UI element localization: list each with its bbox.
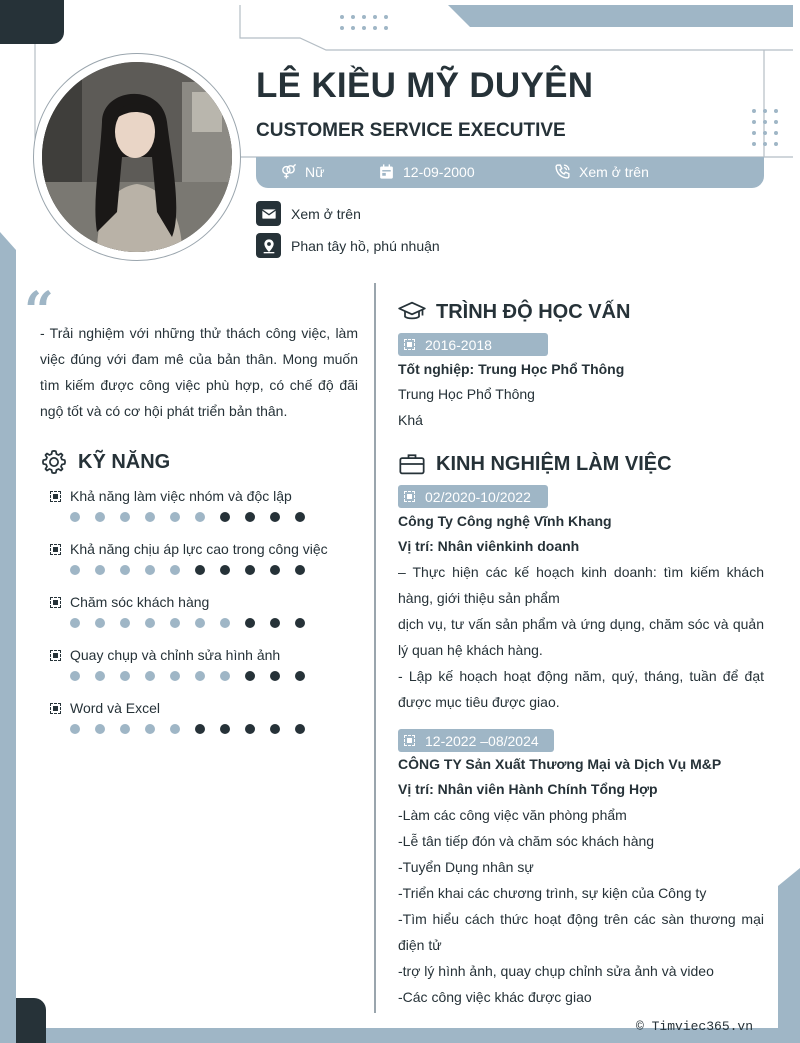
job-description-line: -Làm các công việc văn phòng phẩm [398, 807, 627, 823]
rating-dot [145, 671, 155, 681]
gender-icon [280, 163, 297, 180]
job-description-line: dịch vụ, tư vấn sản phẩm và ứng dụng, chăm sóc và quản lý quan hệ khách hàng. [398, 616, 764, 658]
rating-dot [120, 724, 130, 734]
skills-title: KỸ NĂNG [78, 450, 171, 473]
rating-dot [70, 671, 80, 681]
phone-value: Xem ở trên [579, 163, 649, 180]
rating-dot [295, 618, 305, 628]
skills-heading [40, 448, 170, 476]
left-accent-strip [0, 232, 16, 1043]
rating-dot [220, 724, 230, 734]
rating-dot [170, 512, 180, 522]
skill-name: Chăm sóc khách hàng [70, 594, 210, 610]
rating-dot [95, 724, 105, 734]
job-description-line: -Triển khai các chương trình, sự kiện của Công ty [398, 885, 707, 901]
rating-dot [220, 512, 230, 522]
rating-dot [120, 671, 130, 681]
column-divider [374, 283, 376, 1013]
rating-dot [270, 671, 280, 681]
rating-dot [70, 724, 80, 734]
rating-dot [270, 512, 280, 522]
gender-value: Nữ [305, 163, 325, 180]
skill-name-row [50, 645, 350, 665]
rating-dot [270, 618, 280, 628]
full-name: LÊ KIỀU MỸ DUYÊN [256, 66, 594, 105]
rating-dot [120, 565, 130, 575]
rating-dot [70, 618, 80, 628]
gear-icon [40, 448, 68, 476]
calendar-icon [378, 163, 395, 180]
rating-dot [145, 512, 155, 522]
job-period [398, 729, 554, 752]
square-bullet-icon [50, 544, 61, 555]
rating-dot [195, 671, 205, 681]
job-period [398, 485, 548, 508]
rating-dot [95, 618, 105, 628]
location-pin-icon [256, 233, 281, 258]
rating-dot [170, 724, 180, 734]
email-value: Xem ở trên [291, 205, 361, 222]
square-bullet-icon [50, 650, 61, 661]
skill-item [50, 592, 350, 628]
experience-title: KINH NGHIỆM LÀM VIỆC [436, 452, 672, 475]
job-company: Công Ty Công nghệ Vĩnh Khang [398, 513, 612, 529]
rating-dot [270, 565, 280, 575]
rating-dot [120, 512, 130, 522]
job-company: CÔNG TY Sản Xuất Thương Mại và Dịch Vụ M&P [398, 756, 722, 772]
skill-item [50, 539, 350, 575]
square-bullet-icon [404, 491, 415, 502]
rating-dot [95, 565, 105, 575]
rating-dot [145, 565, 155, 575]
rating-dot [245, 618, 255, 628]
job-description-line: - Lập kế hoạch hoạt động năm, quý, tháng, tuần để đạt được mục tiêu được giao. [398, 668, 764, 710]
education-degree: Tốt nghiệp: Trung Học Phổ Thông [398, 361, 625, 377]
email-row [256, 201, 361, 226]
skill-name: Khả năng chịu áp lực cao trong công việc [70, 541, 328, 557]
rating-dot [295, 512, 305, 522]
skill-name-row [50, 486, 350, 506]
rating-dot [220, 671, 230, 681]
rating-dot [245, 671, 255, 681]
phone-icon [554, 163, 571, 180]
rating-dot [195, 618, 205, 628]
job-period-text: 02/2020-10/2022 [425, 488, 531, 505]
job-position: Vị trí: Nhân viênkinh doanh [398, 538, 580, 554]
education-period-text: 2016-2018 [425, 336, 492, 353]
job-period-text: 12-2022 –08/2024 [425, 732, 539, 749]
address-value: Phan tây hồ, phú nhuận [291, 237, 440, 254]
rating-dot [145, 724, 155, 734]
gender-info [280, 163, 324, 180]
rating-dot [95, 512, 105, 522]
rating-dot [245, 565, 255, 575]
job-title: CUSTOMER SERVICE EXECUTIVE [256, 120, 566, 141]
rating-dot [95, 671, 105, 681]
birthday-value: 12-09-2000 [403, 163, 475, 180]
skill-name-row [50, 698, 350, 718]
rating-dot [270, 724, 280, 734]
envelope-icon [256, 201, 281, 226]
briefcase-icon [398, 450, 426, 478]
skill-rating [50, 618, 350, 628]
right-accent-strip [778, 868, 800, 1043]
dot-grid-decoration [752, 109, 778, 146]
skill-name-row [50, 539, 350, 559]
rating-dot [70, 565, 80, 575]
square-bullet-icon [50, 597, 61, 608]
rating-dot [145, 618, 155, 628]
rating-dot [245, 724, 255, 734]
dot-grid-decoration [340, 15, 388, 30]
job-description-line: – Thực hiện các kế hoạch kinh doanh: tìm kiếm khách hàng, giới thiệu sản phẩm [398, 564, 764, 606]
skill-item [50, 645, 350, 681]
address-row [256, 233, 440, 258]
rating-dot [120, 618, 130, 628]
job-position: Vị trí: Nhân viên Hành Chính Tổng Hợp [398, 781, 658, 797]
square-bullet-icon [50, 703, 61, 714]
rating-dot [70, 512, 80, 522]
job-description-line: -trợ lý hình ảnh, quay chụp chỉnh sửa ảnh và video [398, 963, 714, 979]
skill-name: Word và Excel [70, 700, 160, 716]
rating-dot [295, 724, 305, 734]
skill-item [50, 486, 350, 522]
career-objective: - Trải nghiệm với những thử thách công việc, làm việc đúng với đam mê của bản thân. Mong muốn tìm kiếm được công việc phù hợp, có chế độ đãi ngộ tốt và có cơ hội phát triển bản thân. [40, 325, 358, 419]
education-period [398, 333, 548, 356]
experience-heading [398, 450, 672, 478]
rating-dot [170, 565, 180, 575]
skill-rating [50, 512, 350, 522]
education-title: TRÌNH ĐỘ HỌC VẤN [436, 300, 631, 323]
phone-info [554, 163, 649, 180]
rating-dot [195, 724, 205, 734]
rating-dot [245, 512, 255, 522]
skill-name: Quay chụp và chỉnh sửa hình ảnh [70, 647, 281, 663]
job-description-line: -Lễ tân tiếp đón và chăm sóc khách hàng [398, 833, 655, 849]
square-bullet-icon [404, 735, 415, 746]
avatar [42, 62, 232, 252]
quote-icon: “ [24, 281, 54, 342]
skill-name: Khả năng làm việc nhóm và độc lập [70, 488, 292, 504]
rating-dot [195, 512, 205, 522]
education-heading [398, 298, 630, 326]
skill-rating [50, 724, 350, 734]
info-bar [256, 157, 764, 188]
rating-dot [170, 671, 180, 681]
rating-dot [220, 618, 230, 628]
skill-rating [50, 565, 350, 575]
square-bullet-icon [404, 339, 415, 350]
rating-dot [195, 565, 205, 575]
square-bullet-icon [50, 491, 61, 502]
rating-dot [170, 618, 180, 628]
job-description-line: -Các công việc khác được giao [398, 989, 592, 1005]
job-description-line: -Tìm hiểu cách thức hoạt động trên các sàn thương mại điện tử [398, 911, 764, 953]
graduation-cap-icon [398, 298, 426, 326]
job-description-line: -Tuyển Dụng nhân sự [398, 859, 534, 875]
rating-dot [295, 565, 305, 575]
skill-name-row [50, 592, 350, 612]
skill-item [50, 698, 350, 734]
rating-dot [220, 565, 230, 575]
birthday-info [378, 163, 475, 180]
rating-dot [295, 671, 305, 681]
footer-credit: © Timviec365.vn [636, 1019, 754, 1034]
skill-rating [50, 671, 350, 681]
education-grade: Khá [398, 412, 423, 428]
education-school: Trung Học Phổ Thông [398, 386, 535, 402]
